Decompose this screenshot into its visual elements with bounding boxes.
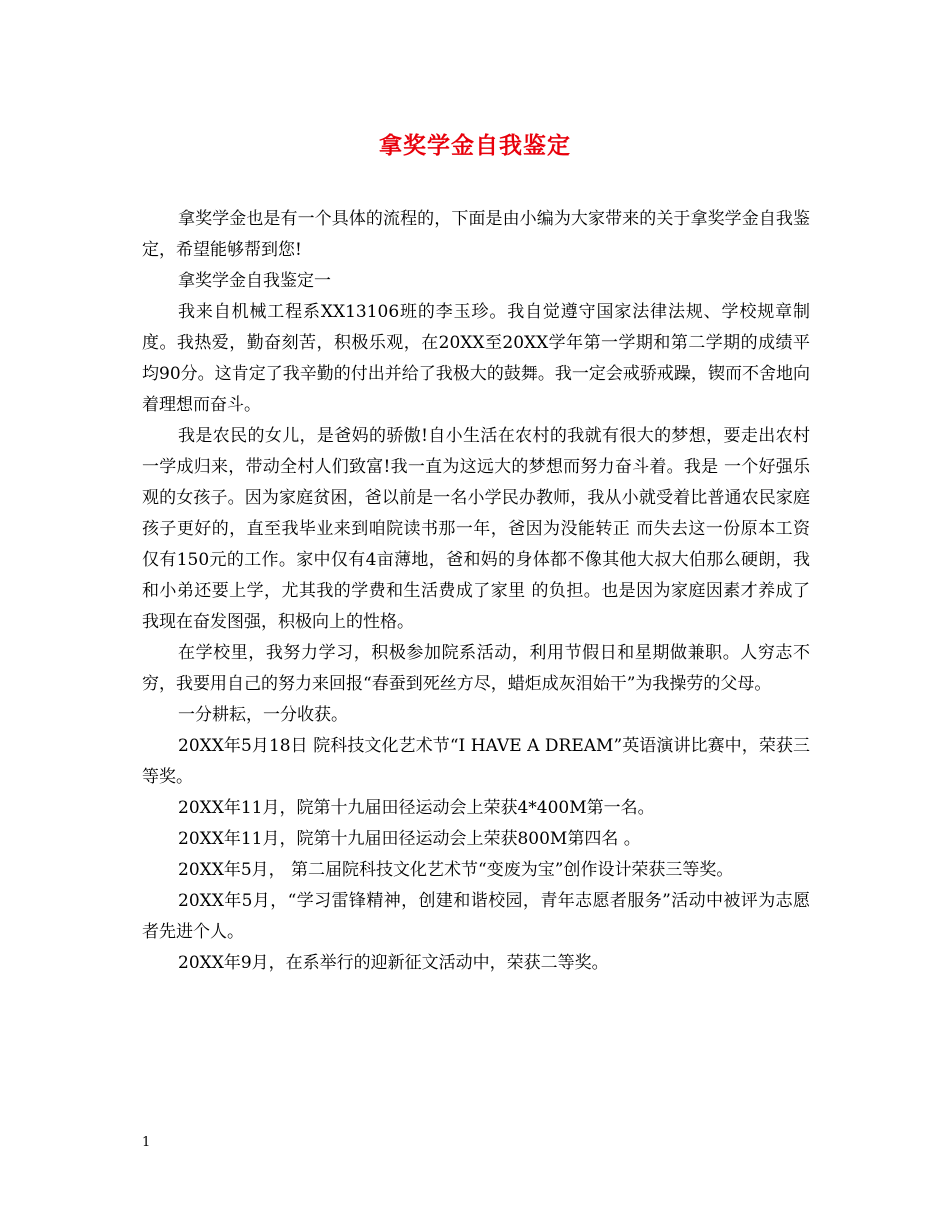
paragraph-background: 我来自机械工程系XX13106班的李玉珍。我自觉遵守国家法律法规、学校规章制度。我热爱，勤奋刻苦，积极乐观，在20XX至20XX学年第一学期和第二学期的成绩平均90分。这肯定了我辛勤的付出并给了我极大的鼓舞。我一定会戒骄戒躁，锲而不舍地向着理想而奋斗。 — [142, 302, 810, 415]
paragraph-intro: 拿奖学金也是有一个具体的流程的，下面是由小编为大家带来的关于拿奖学金自我鉴定，希望能够帮到您! — [142, 209, 810, 260]
award-item: 20XX年9月，在系举行的迎新征文活动中，荣获二等奖。 — [178, 953, 609, 973]
section-heading: 拿奖学金自我鉴定一 — [178, 271, 331, 291]
paragraph-motto: 一分耕耘，一分收获。 — [178, 705, 348, 725]
award-item: 20XX年5月， 第二届院科技文化艺术节“变废为宝”创作设计荣获三等奖。 — [178, 860, 734, 880]
page-number: 1 — [142, 1135, 151, 1150]
document-body — [142, 204, 810, 979]
paragraph-family: 我是农民的女儿，是爸妈的骄傲!自小生活在农村的我就有很大的梦想，要走出农村一学成归来，带动全村人们致富!我一直为这远大的梦想而努力奋斗着。我是 一个好强乐观的女孩子。因为家庭贫困，爸以前是一名小学民办教师，我从小就受着比普通农民家庭孩子更好的，直至我毕业来到咱院读书那一年，爸因为没能转正 而失去这一份原本工资仅有150元的工作。家中仅有4亩薄地，爸和妈的身体都不像其他大叔大伯那么硬朗，我和小弟还要上学，尤其我的学费和生活费成了家里 的负担。也是因为家庭因素才养成了我现在奋发图强，积极向上的性格。 — [142, 426, 810, 632]
award-item: 20XX年11月，院第十九届田径运动会上荣获800M第四名 。 — [178, 829, 641, 849]
paragraph-school: 在学校里，我努力学习，积极参加院系活动，利用节假日和星期做兼职。人穷志不穷，我要用自己的努力来回报“春蚕到死丝方尽，蜡炬成灰泪始干”为我操劳的父母。 — [142, 643, 810, 694]
award-item: 20XX年5月，“学习雷锋精神，创建和谐校园，青年志愿者服务”活动中被评为志愿者先进个人。 — [142, 891, 810, 942]
award-item: 20XX年11月，院第十九届田径运动会上荣获4*400M第一名。 — [178, 798, 655, 818]
document-title: 拿奖学金自我鉴定 — [379, 132, 571, 159]
award-item: 20XX年5月18日 院科技文化艺术节“I HAVE A DREAM”英语演讲比赛中，荣获三等奖。 — [142, 736, 810, 787]
